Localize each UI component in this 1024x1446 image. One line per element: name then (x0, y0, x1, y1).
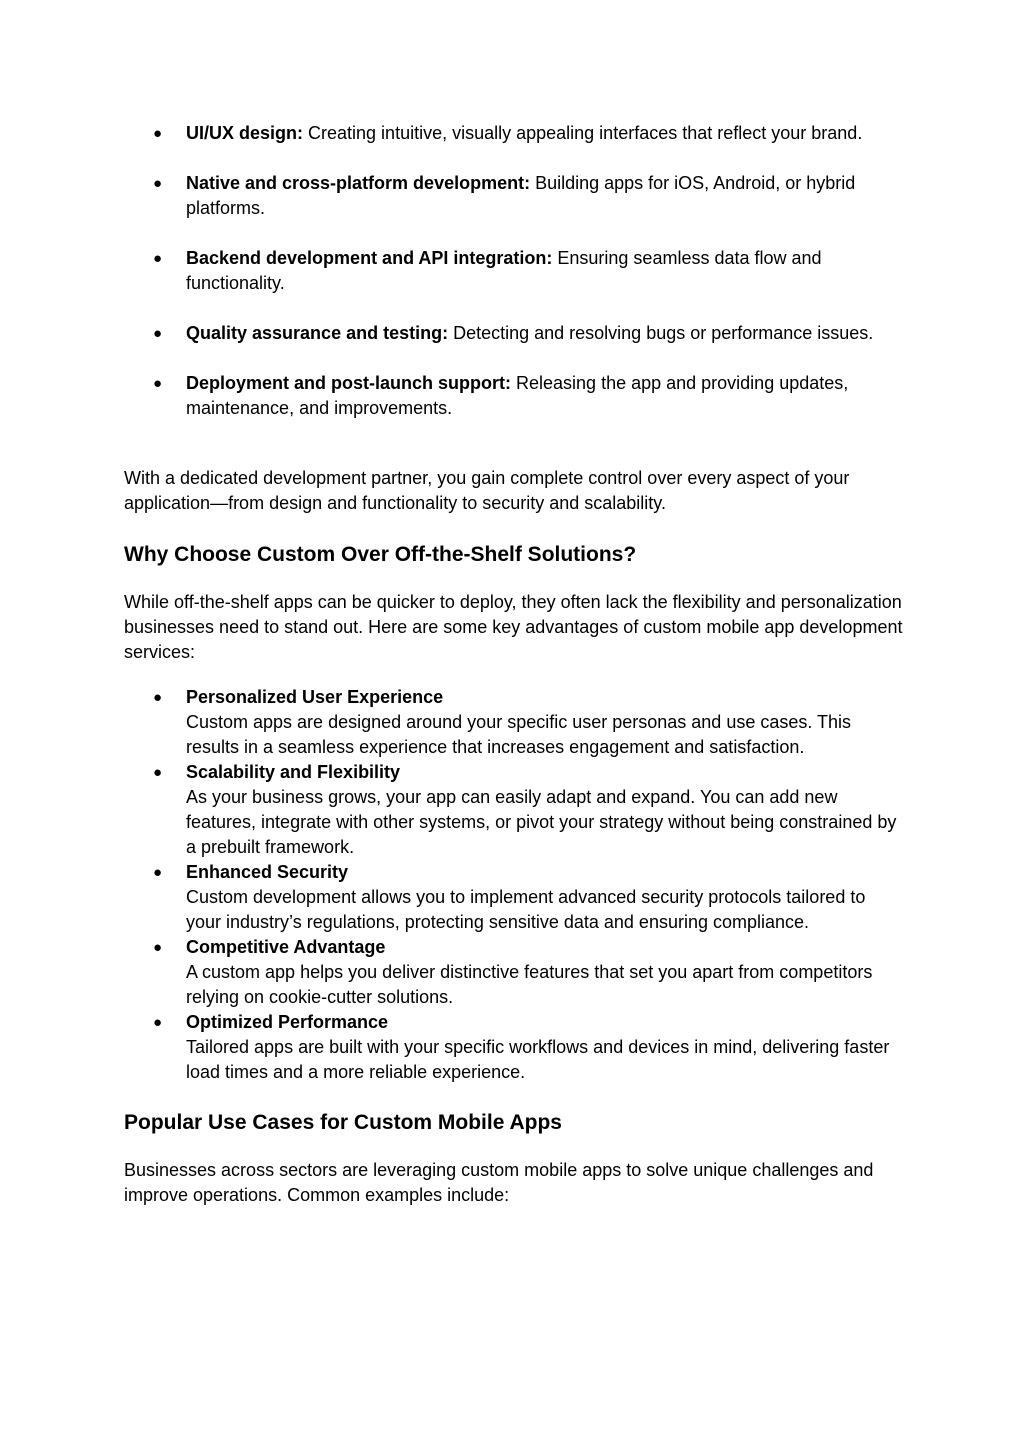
bullet-icon: ● (153, 689, 163, 706)
bullet-icon: ● (153, 764, 163, 781)
paragraph-custom-intro: While off-the-shelf apps can be quicker to deploy, they often lack the flexibility and personalization businesses need to stand out. Here are some key advantages of custom mobile app development services: (124, 592, 903, 662)
list-item-title: Personalized User Experience (186, 687, 444, 707)
list-item-title: Enhanced Security (186, 862, 349, 882)
list-item (124, 171, 904, 221)
document-page (124, 121, 904, 1208)
advantages-list (124, 685, 904, 1085)
bullet-icon: ● (153, 939, 163, 956)
list-item-text: Detecting and resolving bugs or performance issues. (448, 323, 874, 343)
list-item (124, 935, 904, 1010)
list-item (124, 860, 904, 935)
list-item-text: As your business grows, your app can easily adapt and expand. You can add new features, integrate with other systems, or pivot your strategy without being constrained by a prebuilt framework. (186, 787, 897, 857)
paragraph-partner: With a dedicated development partner, you gain complete control over every aspect of your application—from design and functionality to security and scalability. (124, 468, 850, 513)
heading-use-cases: Popular Use Cases for Custom Mobile Apps (124, 1111, 562, 1134)
list-item (124, 1010, 904, 1085)
bullet-icon: ● (153, 125, 163, 142)
bullet-icon: ● (153, 250, 163, 267)
bullet-icon: ● (153, 1014, 163, 1031)
list-item (124, 685, 904, 760)
bullet-icon: ● (153, 864, 163, 881)
list-item (124, 121, 904, 146)
list-item-title: Optimized Performance (186, 1012, 389, 1032)
list-item-text: Creating intuitive, visually appealing interfaces that reflect your brand. (303, 123, 863, 143)
list-item (124, 371, 904, 421)
list-item-text: Releasing the app and providing updates, maintenance, and improvements. (186, 373, 849, 418)
list-item-text: Tailored apps are built with your specific workflows and devices in mind, delivering faster load times and a more reliable experience. (186, 1037, 890, 1082)
list-item-text: Building apps for iOS, Android, or hybrid platforms. (186, 173, 856, 218)
list-item (124, 760, 904, 860)
services-list (124, 121, 904, 421)
bullet-icon: ● (153, 325, 163, 342)
paragraph-use-cases: Businesses across sectors are leveraging custom mobile apps to solve unique challenges and improve operations. Common examples include: (124, 1160, 874, 1205)
heading-custom-vs-off-the-shelf: Why Choose Custom Over Off-the-Shelf Solutions? (124, 543, 637, 566)
bullet-icon: ● (153, 375, 163, 392)
list-item-title: Scalability and Flexibility (186, 762, 401, 782)
list-item-title: UI/UX design: (186, 123, 304, 143)
list-item (124, 246, 904, 296)
list-item-title: Quality assurance and testing: (186, 323, 449, 343)
bullet-icon: ● (153, 175, 163, 192)
list-item-text: Custom development allows you to implement advanced security protocols tailored to your industry’s regulations, protecting sensitive data and ensuring compliance. (186, 887, 866, 932)
list-item-title: Native and cross-platform development: (186, 173, 531, 193)
list-item-title: Backend development and API integration: (186, 248, 553, 268)
list-item-title: Deployment and post-launch support: (186, 373, 512, 393)
list-item-text: Custom apps are designed around your specific user personas and use cases. This results in a seamless experience that increases engagement and satisfaction. (186, 712, 852, 757)
list-item-text: Ensuring seamless data flow and functionality. (186, 248, 822, 293)
list-item (124, 321, 904, 346)
list-item-text: A custom app helps you deliver distinctive features that set you apart from competitors relying on cookie-cutter solutions. (186, 962, 873, 1007)
list-item-title: Competitive Advantage (186, 937, 386, 957)
